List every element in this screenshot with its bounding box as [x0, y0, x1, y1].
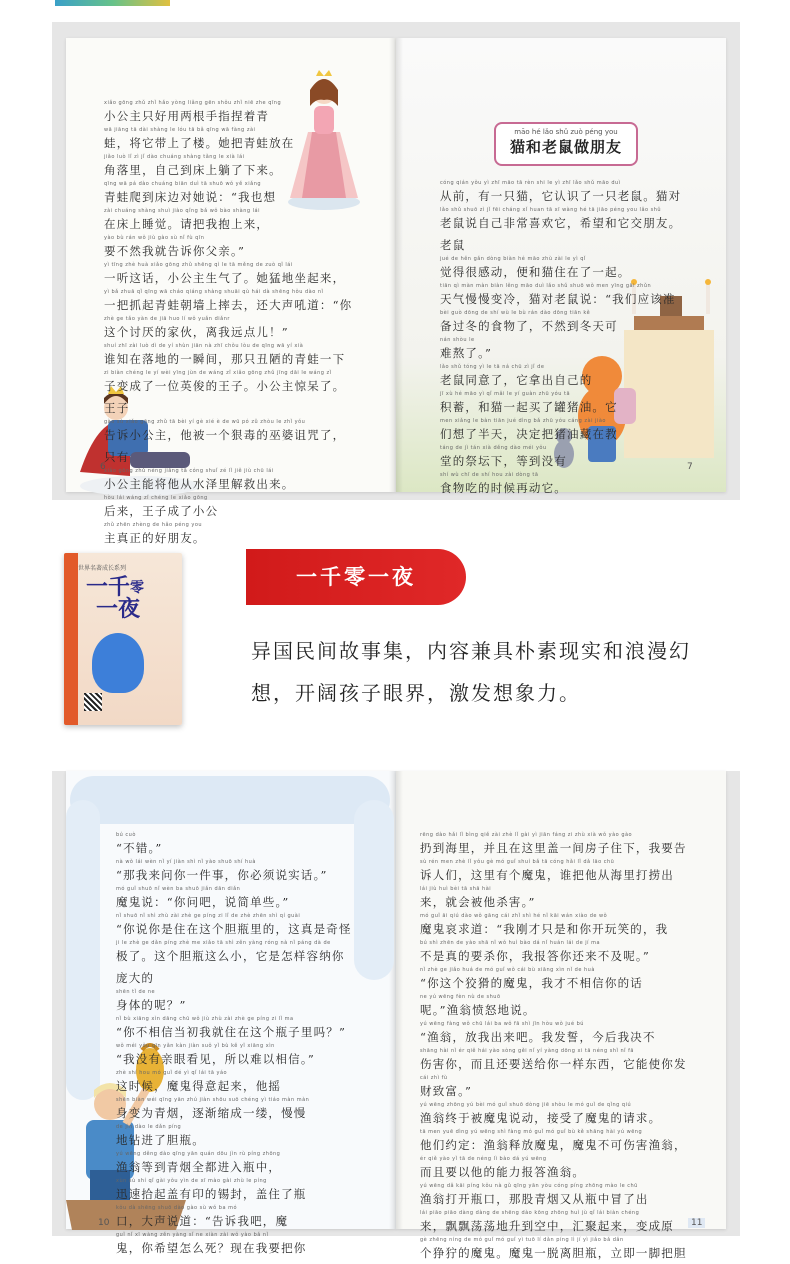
pinyin-line: bèi guò dōng de shí wù le bù rán dào dōng tiān kě — [440, 310, 591, 316]
chinese-line: 鬼，你希望怎么死？现在我要把你 — [116, 1241, 307, 1255]
cover-spine — [64, 553, 78, 725]
pinyin-line: xiǎo gōng zhǔ néng jiāng tā cóng shuǐ zé lǐ jiě jiù chū lái — [104, 468, 274, 474]
cloud-decoration — [70, 776, 390, 824]
pinyin-line: lǎo shǔ shuō zì jǐ fēi cháng xǐ huan tā xī wàng hé tā jiāo péng you lǎo shǔ — [440, 207, 662, 213]
spread2-left-text — [116, 832, 356, 1259]
text-line — [420, 1102, 720, 1129]
chinese-line: “我没有亲眼看见，所以难以相信。” — [116, 1052, 315, 1066]
text-line — [104, 208, 354, 235]
chinese-line: “你这个狡猾的魔鬼，我才不相信你的话 — [420, 976, 643, 990]
pinyin-line: nǐ bù xiāng xìn dāng chū wǒ jiù zhù zài zhè ge píng zi lǐ ma — [116, 1016, 294, 1022]
text-line — [440, 391, 690, 418]
pinyin-line: xùn sù shí qǐ gài yǒu yìn de xī mào gài zhù le píng — [116, 1178, 267, 1184]
book-cover — [64, 553, 182, 725]
pinyin-line: nán shòu le — [440, 337, 475, 343]
text-line — [104, 100, 354, 127]
pinyin-line: de jìn dào le dǎn píng — [116, 1124, 182, 1130]
pinyin-line: zhè ge tǎo yàn de jiā huo lí wǒ yuǎn diǎnr — [104, 316, 230, 322]
cover-title — [86, 577, 144, 621]
chinese-line: 来，就会被他杀害。” — [420, 895, 536, 909]
pinyin-line: shāng hài nǐ ér qiě hái yào sòng gěi nǐ yí yàng dōng xi tā néng shǐ nǐ fā — [420, 1048, 634, 1054]
chinese-line: 不是真的要杀你，我报答你还来不及呢。” — [420, 949, 650, 963]
chinese-line: 极了。这个胆瓶这么小，它是怎样容纳你庞大的 — [116, 949, 345, 985]
chinese-line: 渔翁终于被魔鬼说动，接受了魔鬼的请求。 — [420, 1111, 662, 1125]
chinese-line: 告诉小公主，他被一个狠毒的巫婆诅咒了，只有 — [104, 428, 346, 464]
text-line — [116, 1205, 356, 1232]
pinyin-line: nǐ zhè ge jiǎo huá de mó guǐ wǒ cái bù xiāng xìn nǐ de huà — [420, 967, 595, 973]
pinyin-line: lái piāo piāo dàng dàng de shēng dào kōng zhōng huì jù qǐ lái biàn chéng — [420, 1210, 640, 1216]
page-number-7: 7 — [687, 462, 693, 472]
chinese-line: 后来，王子成了小公 — [104, 504, 219, 518]
qr-code-icon — [84, 693, 102, 711]
book-title-banner: 一千零一夜 — [296, 564, 416, 589]
text-line — [116, 886, 356, 913]
chinese-line: 天气慢慢变冷，猫对老鼠说：“我们应该准 — [440, 292, 676, 306]
pinyin-line: tiān qì màn màn biàn lěng māo duì lǎo shǔ shuō wǒ men yīng gāi zhǔn — [440, 283, 652, 289]
text-line — [420, 1048, 720, 1075]
chinese-line: 这个讨厌的家伙，离我远点儿！” — [104, 325, 289, 339]
chinese-line: 子变成了一位英俊的王子。小公主惊呆了。王子 — [104, 379, 346, 415]
description-line-2: 想，开阔孩子眼界，激发想象力。 — [251, 681, 581, 705]
pinyin-line: kǒu dà shēng shuō dào gào sù wǒ ba mó — [116, 1205, 238, 1211]
chinese-line: 谁知在落地的一瞬间，那只丑陋的青蛙一下 — [104, 352, 346, 366]
text-line — [440, 256, 690, 283]
chinese-line: 在床上睡觉。请把我抱上来， — [104, 217, 270, 231]
chinese-line: 青蛙爬到床边对她说：“我也想 — [104, 190, 277, 204]
text-line — [104, 289, 354, 316]
pinyin-line: ne yú wēng fèn nù de shuō — [420, 994, 501, 1000]
text-line — [440, 310, 690, 337]
text-line — [420, 1129, 720, 1156]
chinese-line: “那我来问你一件事，你必须说实话。” — [116, 868, 328, 882]
pinyin-line: ér qiě yào yǐ tā de néng lì bào dá yú wēng — [420, 1156, 547, 1162]
text-line — [116, 1070, 356, 1097]
story-title-banner — [494, 122, 638, 166]
text-line — [440, 472, 690, 499]
genie-illustration — [92, 633, 144, 693]
pinyin-line: xiǎo gōng zhǔ zhǐ hǎo yòng liǎng gēn shǒu zhǐ niē zhe qīng — [104, 100, 282, 106]
pinyin-line: bú cuò — [116, 832, 136, 838]
chinese-line: 老鼠同意了，它拿出自己的 — [440, 373, 593, 387]
chinese-line: 小公主只好用两根手指捏着青 — [104, 109, 270, 123]
chinese-line: “你说你是住在这个胆瓶里的，这真是奇怪 — [116, 922, 352, 936]
chinese-line: 从前，有一只猫，它认识了一只老鼠。猫对 — [440, 189, 682, 203]
pinyin-line: jiǎo luò lǐ zì jǐ dào chuáng shàng tǎng le xià lái — [104, 154, 245, 160]
top-decorative-strip — [55, 0, 170, 6]
pinyin-line: yú wēng dǎ kāi píng kǒu nà gǔ qīng yān yòu cóng píng zhōng mào le chū — [420, 1183, 638, 1189]
chinese-line: 扔到海里，并且在这里盖一间房子住下，我要告 — [420, 841, 687, 855]
pinyin-line: men xiǎng le bàn tiān jué dìng bǎ zhū yóu cáng zài jiào — [440, 418, 606, 424]
text-line — [104, 468, 354, 495]
cover-series-label: 世界名著成长系列 — [78, 565, 127, 572]
text-line — [420, 994, 720, 1021]
chinese-line: 一把抓起青蛙朝墙上摔去，还大声吼道：“你 — [104, 298, 353, 312]
text-line — [104, 181, 354, 208]
chinese-line: 觉得很感动，便和猫住在了一起。 — [440, 265, 631, 279]
chinese-line: 积蓄，和猫一起买了罐猪油。它 — [440, 400, 618, 414]
text-line — [440, 283, 690, 310]
chinese-line: 要不然我就告诉你父亲。” — [104, 244, 246, 258]
chinese-line: “你不相信当初我就住在这个瓶子里吗？” — [116, 1025, 347, 1039]
pinyin-line: ji le zhè ge dǎn píng zhè me xiǎo tā shì zěn yàng róng nà nǐ páng dà de — [116, 940, 331, 946]
text-line — [440, 180, 690, 207]
story-title-pinyin: māo hé lǎo shǔ zuò péng you — [514, 128, 618, 136]
chinese-line: 们想了半天，决定把猪油藏在教 — [440, 427, 618, 441]
pinyin-line: shēn biàn wéi qīng yān zhú jiàn shōu suō chéng yì tiáo màn màn — [116, 1097, 310, 1103]
chinese-line: 他们约定：渔翁释放魔鬼，魔鬼不可伤害渔翁， — [420, 1138, 687, 1152]
chinese-line: 角落里，自己到床上躺了下来。 — [104, 163, 282, 177]
cloud-decoration — [354, 800, 394, 980]
pinyin-line: tā men yuē dìng yú wēng shì fàng mó guǐ mó guǐ bù kě shāng hài yú wēng — [420, 1129, 643, 1135]
pinyin-line: lǎo shǔ tóng yì le tā ná chū zì jǐ de — [440, 364, 545, 370]
text-line — [420, 940, 720, 967]
text-line — [420, 967, 720, 994]
spread1-right-text — [440, 180, 690, 499]
text-line — [104, 316, 354, 343]
text-line — [116, 913, 356, 940]
pinyin-line: nà wǒ lái wèn nǐ yí jiàn shì nǐ yào shuō shí huà — [116, 859, 256, 865]
text-line — [104, 495, 354, 522]
story-title: 猫和老鼠做朋友 — [509, 138, 622, 156]
text-line — [116, 1043, 356, 1070]
chinese-line: 迅速拾起盖有印的锡封，盖住了瓶 — [116, 1187, 307, 1201]
pinyin-line: hòu lái wáng zǐ chéng le xiǎo gōng — [104, 495, 208, 501]
text-line — [420, 1021, 720, 1048]
pinyin-line: zi biàn chéng le yí wèi yīng jùn de wáng zǐ xiǎo gōng zhǔ jīng dāi le wáng zǐ — [104, 370, 332, 376]
chinese-line: 主真正的好朋友。 — [104, 531, 206, 545]
text-line — [420, 1210, 720, 1237]
chinese-line: 身体的呢？” — [116, 998, 187, 1012]
chinese-line: 伤害你，而且还要送给你一样东西，它能使你发 — [420, 1057, 687, 1071]
pinyin-line: yú wēng děng dào qīng yān quán dōu jìn rù píng zhōng — [116, 1151, 281, 1157]
pinyin-line: nǐ shuō nǐ shì zhù zài zhè ge píng zi lǐ de zhè zhēn shì qí guài — [116, 913, 301, 919]
chinese-line: 堂的祭坛下，等到没有 — [440, 454, 567, 468]
text-line — [104, 235, 354, 262]
pinyin-line: wā jiāng tā dài shàng le lóu tā bǎ qīng wā fàng zài — [104, 127, 256, 133]
pinyin-line: shēn tǐ de ne — [116, 989, 156, 995]
pinyin-line: lái jiù huì bèi tā shā hài — [420, 886, 492, 892]
text-line — [440, 364, 690, 391]
chinese-line: 地钻进了胆瓶。 — [116, 1133, 205, 1147]
chinese-line: 渔翁打开瓶口，那股青烟又从瓶中冒了出 — [420, 1192, 649, 1206]
chinese-line: 身变为青烟，逐渐缩成一缕，慢慢 — [116, 1106, 307, 1120]
pinyin-line: yì bǎ zhuā qǐ qīng wā cháo qiáng shàng shuāi qù hái dà shēng hǒu dào nǐ — [104, 289, 324, 295]
spread1-left-text — [104, 100, 354, 549]
book-description — [251, 630, 721, 714]
chinese-line: 而且要以他的能力报答渔翁。 — [420, 1165, 586, 1179]
pinyin-line: cóng qián yǒu yì zhī māo tā rèn shi le yì zhī lǎo shǔ māo duì — [440, 180, 621, 186]
text-line — [116, 940, 356, 989]
pinyin-line: zhǔ zhēn zhèng de hǎo péng you — [104, 522, 203, 528]
pinyin-line: yú wēng zhōng yú bèi mó guǐ shuō dòng jiē shòu le mó guǐ de qǐng qiú — [420, 1102, 632, 1108]
chinese-line: 来，飘飘荡荡地升到空中，汇聚起来，变成原 — [420, 1219, 674, 1233]
page-number-6: 6 — [100, 462, 106, 472]
chinese-line: “渔翁，放我出来吧。我发誓，今后我决不 — [420, 1030, 656, 1044]
text-line — [104, 343, 354, 370]
pinyin-line: mó guǐ shuō nǐ wèn ba shuō jiǎn dān diǎn — [116, 886, 241, 892]
pinyin-line: zài chuáng shàng shuì jiào qǐng bǎ wǒ bào shàng lái — [104, 208, 260, 214]
text-line — [420, 1183, 720, 1210]
pinyin-line: yào bù rán wǒ jiù gào sù nǐ fù qīn — [104, 235, 205, 241]
pinyin-line: shí wù chī de shí hou zài dòng tā — [440, 472, 539, 478]
chinese-line: 魔鬼哀求道：“我刚才只是和你开玩笑的，我 — [420, 922, 669, 936]
text-line — [104, 370, 354, 419]
text-line — [116, 859, 356, 886]
pinyin-line: guǐ nǐ xī wàng zěn yàng sǐ ne xiàn zài wǒ yào bǎ nǐ — [116, 1232, 269, 1238]
spread2-right-text — [420, 832, 720, 1264]
cover-title-part-3: 一夜 — [96, 597, 141, 622]
text-line — [440, 418, 690, 445]
chinese-line: 小公主能将他从水泽里解救出来。 — [104, 477, 295, 491]
chinese-line: 一听这话，小公主生气了。她猛地坐起来， — [104, 271, 346, 285]
pinyin-line: yì tīng zhè huà xiǎo gōng zhǔ shēng qì le tā měng de zuò qǐ lái — [104, 262, 293, 268]
chinese-line: “不错。” — [116, 841, 163, 855]
text-line — [116, 1097, 356, 1124]
chinese-line: 口，大声说道：“告诉我吧，魔 — [116, 1214, 289, 1228]
text-line — [116, 1124, 356, 1151]
cover-title-part-2: 零 — [130, 580, 145, 596]
chinese-line: 个狰狞的魔鬼。魔鬼一脱离胆瓶，立即一脚把胆 — [420, 1246, 687, 1260]
chinese-line: 魔鬼说：“你问吧，说简单些。” — [116, 895, 290, 909]
pinyin-line: gè zhēng níng de mó guǐ mó guǐ yì tuō lí dǎn píng lì jí yì jiǎo bǎ dǎn — [420, 1237, 624, 1243]
cover-title-part-1: 一千 — [86, 575, 131, 600]
pinyin-line: sù rén men zhè lǐ yǒu gè mó guǐ shuí bǎ tā cóng hǎi lǐ dǎ lāo chū — [420, 859, 615, 865]
text-line — [104, 127, 354, 154]
pinyin-line: jué de hěn gǎn dòng biàn hé māo zhù zài le yì qǐ — [440, 256, 586, 262]
chinese-line: 蛙，将它带上了楼。她把青蛙放在 — [104, 136, 295, 150]
chinese-line: 呢。”渔翁愤怒地说。 — [420, 1003, 536, 1017]
description-line-1: 异国民间故事集，内容兼具朴素现实和浪漫幻 — [251, 639, 691, 663]
text-line — [420, 1075, 720, 1102]
text-line — [104, 262, 354, 289]
pinyin-line: cái zhì fù — [420, 1075, 448, 1081]
pinyin-line: jī xù hé māo yì qǐ mǎi le yí guàn zhū yóu tā — [440, 391, 571, 397]
text-line — [116, 1178, 356, 1205]
pinyin-line: táng de jì tán xià děng dào méi yǒu — [440, 445, 547, 451]
text-line — [104, 522, 354, 549]
chinese-line: 财致富。” — [420, 1084, 473, 1098]
text-line — [116, 832, 356, 859]
text-line — [420, 832, 720, 859]
text-line — [104, 154, 354, 181]
text-line — [420, 886, 720, 913]
chinese-line: 老鼠说自己非常喜欢它，希望和它交朋友。老鼠 — [440, 216, 682, 252]
text-line — [440, 445, 690, 472]
text-line — [116, 1151, 356, 1178]
text-line — [420, 859, 720, 886]
pinyin-line: mó guǐ āi qiú dào wǒ gāng cái zhǐ shì hé nǐ kāi wán xiào de wǒ — [420, 913, 608, 919]
pinyin-line: rēng dào hǎi lǐ bìng qiě zài zhè lǐ gài yì jiān fáng zi zhù xià wǒ yào gào — [420, 832, 633, 838]
pinyin-line: yú wēng fàng wǒ chū lái ba wǒ fā shì jīn hòu wǒ jué bú — [420, 1021, 584, 1027]
page-number-11: 11 — [688, 1218, 705, 1228]
pinyin-line: shuí zhī zài luò dì de yí shùn jiān nà zhī chǒu lòu de qīng wā yí xià — [104, 343, 304, 349]
text-line — [440, 337, 690, 364]
text-line — [116, 1232, 356, 1259]
text-line — [440, 207, 690, 256]
pinyin-line: wǒ méi yǒu qīn yǎn kàn jiàn suǒ yǐ bù kě yǐ xiāng xìn — [116, 1043, 275, 1049]
text-line — [116, 989, 356, 1016]
page-number-10: 10 — [98, 1218, 110, 1228]
chinese-line: 渔翁等到青烟全都进入瓶中， — [116, 1160, 282, 1174]
text-line — [420, 1156, 720, 1183]
text-line — [116, 1016, 356, 1043]
chinese-line: 食物吃的时候再动它。 — [440, 481, 567, 495]
gutter-1 — [389, 38, 403, 492]
chinese-line: 难熬了。” — [440, 346, 493, 360]
chinese-line: 诉人们，这里有个魔鬼，谁把他从海里打捞出 — [420, 868, 674, 882]
pinyin-line: bú shì zhēn de yào shā nǐ wǒ huì bào dá nǐ huán lái de jí ma — [420, 940, 601, 946]
text-line — [104, 419, 354, 468]
pinyin-line: gào sù xiǎo gōng zhǔ tā bèi yí gè xié è de wū pó zǔ zhòu le zhǐ yǒu — [104, 419, 306, 425]
text-line — [420, 913, 720, 940]
pinyin-line: zhè shí hou mó guǐ dé yì qǐ lái tā yáo — [116, 1070, 228, 1076]
chinese-line: 备过冬的食物了，不然到冬天可 — [440, 319, 618, 333]
chinese-line: 这时候，魔鬼得意起来，他摇 — [116, 1079, 282, 1093]
text-line — [420, 1237, 720, 1264]
pinyin-line: qīng wā pá dào chuáng biān duì tā shuō wǒ yě xiǎng — [104, 181, 262, 187]
